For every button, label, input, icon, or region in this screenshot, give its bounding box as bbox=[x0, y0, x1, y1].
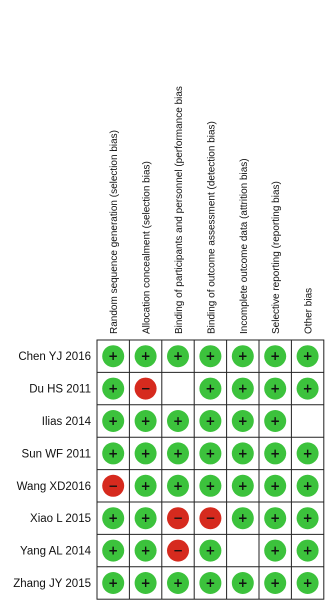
risk-symbol: + bbox=[140, 478, 151, 493]
risk-symbol: + bbox=[237, 576, 248, 590]
study-label: Ilias 2014 bbox=[41, 416, 91, 428]
study-label: Sun WF 2011 bbox=[21, 448, 91, 461]
risk-symbol: + bbox=[302, 576, 313, 590]
low-risk-mark bbox=[135, 475, 157, 497]
risk-symbol: − bbox=[172, 511, 184, 526]
risk-symbol: + bbox=[302, 511, 313, 526]
risk-symbol: + bbox=[108, 349, 119, 364]
risk-symbol: + bbox=[302, 478, 313, 493]
low-risk-mark bbox=[297, 442, 319, 464]
low-risk-mark bbox=[199, 540, 221, 562]
risk-symbol: + bbox=[108, 543, 119, 558]
low-risk-mark bbox=[232, 442, 254, 464]
risk-symbol: + bbox=[108, 414, 119, 428]
low-risk-mark bbox=[232, 475, 254, 497]
low-risk-mark bbox=[102, 540, 124, 562]
risk-symbol: + bbox=[108, 381, 119, 396]
low-risk-mark bbox=[135, 540, 157, 562]
risk-symbol: + bbox=[237, 381, 248, 396]
high-risk-mark bbox=[199, 507, 221, 529]
risk-symbol: + bbox=[205, 381, 216, 396]
risk-symbol: + bbox=[140, 543, 151, 558]
low-risk-mark bbox=[135, 345, 157, 367]
risk-symbol: + bbox=[270, 446, 281, 461]
risk-symbol: + bbox=[140, 349, 151, 364]
risk-symbol: + bbox=[205, 543, 216, 558]
low-risk-mark bbox=[232, 345, 254, 367]
high-risk-mark bbox=[102, 475, 124, 497]
risk-symbol: + bbox=[172, 349, 184, 364]
risk-symbol: + bbox=[270, 478, 281, 493]
risk-symbol: + bbox=[108, 576, 119, 590]
risk-symbol: + bbox=[270, 511, 281, 526]
study-label: Du HS 2011 bbox=[29, 383, 91, 396]
risk-symbol: − bbox=[140, 381, 151, 396]
risk-symbol: + bbox=[237, 446, 248, 461]
study-label: Yang AL 2014 bbox=[20, 545, 91, 558]
low-risk-mark bbox=[102, 507, 124, 529]
risk-symbol: + bbox=[205, 446, 216, 461]
risk-symbol: + bbox=[270, 349, 281, 364]
low-risk-mark bbox=[297, 507, 319, 529]
risk-symbol: + bbox=[270, 543, 281, 558]
risk-symbol: + bbox=[140, 511, 151, 526]
risk-symbol: + bbox=[205, 478, 216, 493]
low-risk-mark bbox=[264, 540, 286, 562]
low-risk-mark bbox=[232, 410, 254, 432]
low-risk-mark bbox=[135, 442, 157, 464]
risk-symbol: + bbox=[108, 446, 119, 461]
column-header: Incomplete outcome data (attrition bias) bbox=[238, 158, 250, 334]
risk-symbol: − bbox=[108, 478, 119, 493]
low-risk-mark bbox=[102, 442, 124, 464]
low-risk-mark bbox=[297, 345, 319, 367]
low-risk-mark bbox=[297, 540, 319, 562]
low-risk-mark bbox=[167, 345, 189, 367]
risk-symbol: + bbox=[205, 576, 216, 590]
low-risk-mark bbox=[167, 410, 189, 432]
low-risk-mark bbox=[264, 345, 286, 367]
low-risk-mark bbox=[102, 410, 124, 432]
risk-symbol: + bbox=[270, 381, 281, 396]
risk-symbol: + bbox=[205, 414, 216, 428]
low-risk-mark bbox=[199, 410, 221, 432]
low-risk-mark bbox=[297, 572, 319, 594]
risk-symbol: + bbox=[237, 414, 248, 428]
risk-symbol: + bbox=[108, 511, 119, 526]
row-labels bbox=[13, 351, 91, 590]
column-header: Binding of outcome assessment (detection bias) bbox=[206, 121, 218, 334]
high-risk-mark bbox=[167, 507, 189, 529]
low-risk-mark bbox=[264, 572, 286, 594]
low-risk-mark bbox=[232, 378, 254, 400]
risk-symbol: + bbox=[205, 349, 216, 364]
risk-symbol: + bbox=[140, 576, 151, 590]
low-risk-mark bbox=[135, 507, 157, 529]
risk-symbol: + bbox=[237, 478, 248, 493]
low-risk-mark bbox=[199, 572, 221, 594]
low-risk-mark bbox=[102, 572, 124, 594]
risk-symbol: + bbox=[237, 349, 248, 364]
high-risk-mark bbox=[167, 540, 189, 562]
column-header: Allocation concealment (selection bias) bbox=[141, 161, 153, 334]
low-risk-mark bbox=[199, 378, 221, 400]
low-risk-mark bbox=[264, 507, 286, 529]
risk-symbol: − bbox=[205, 511, 216, 526]
low-risk-mark bbox=[264, 442, 286, 464]
risk-symbol: + bbox=[237, 511, 248, 526]
risk-symbol: + bbox=[302, 381, 313, 396]
study-label: Xiao L 2015 bbox=[30, 513, 91, 526]
low-risk-mark bbox=[199, 442, 221, 464]
risk-symbol: + bbox=[172, 414, 184, 428]
risk-symbol: + bbox=[172, 576, 184, 590]
risk-symbol: + bbox=[172, 446, 184, 461]
low-risk-mark bbox=[167, 572, 189, 594]
column-header: Binding of participants and personnel (performance bias bbox=[174, 86, 185, 334]
low-risk-mark bbox=[264, 475, 286, 497]
low-risk-mark bbox=[199, 345, 221, 367]
low-risk-mark bbox=[102, 378, 124, 400]
risk-symbol: + bbox=[302, 349, 313, 364]
low-risk-mark bbox=[167, 442, 189, 464]
risk-symbol: + bbox=[172, 478, 184, 493]
study-label: Wang XD2016 bbox=[16, 480, 91, 493]
low-risk-mark bbox=[135, 410, 157, 432]
low-risk-mark bbox=[135, 572, 157, 594]
column-headers bbox=[109, 86, 314, 334]
column-header: Selective reporting (reporting bias) bbox=[271, 181, 283, 334]
risk-symbol: + bbox=[270, 576, 281, 590]
low-risk-mark bbox=[232, 572, 254, 594]
low-risk-mark bbox=[232, 507, 254, 529]
low-risk-mark bbox=[264, 378, 286, 400]
low-risk-mark bbox=[297, 475, 319, 497]
risk-symbol: + bbox=[302, 446, 313, 461]
column-header: Random sequence generation (selection bias) bbox=[109, 129, 121, 334]
column-header: Other bias bbox=[303, 287, 315, 334]
study-label: Zhang JY 2015 bbox=[13, 578, 91, 590]
risk-symbol: − bbox=[172, 543, 184, 558]
low-risk-mark bbox=[297, 378, 319, 400]
risk-symbol: + bbox=[270, 414, 281, 428]
risk-symbol: + bbox=[302, 543, 313, 558]
low-risk-mark bbox=[167, 475, 189, 497]
low-risk-mark bbox=[102, 345, 124, 367]
low-risk-mark bbox=[264, 410, 286, 432]
risk-symbol: + bbox=[140, 446, 151, 461]
study-label: Chen YJ 2016 bbox=[18, 351, 91, 364]
high-risk-mark bbox=[135, 378, 157, 400]
low-risk-mark bbox=[199, 475, 221, 497]
risk-symbol: + bbox=[140, 414, 151, 428]
